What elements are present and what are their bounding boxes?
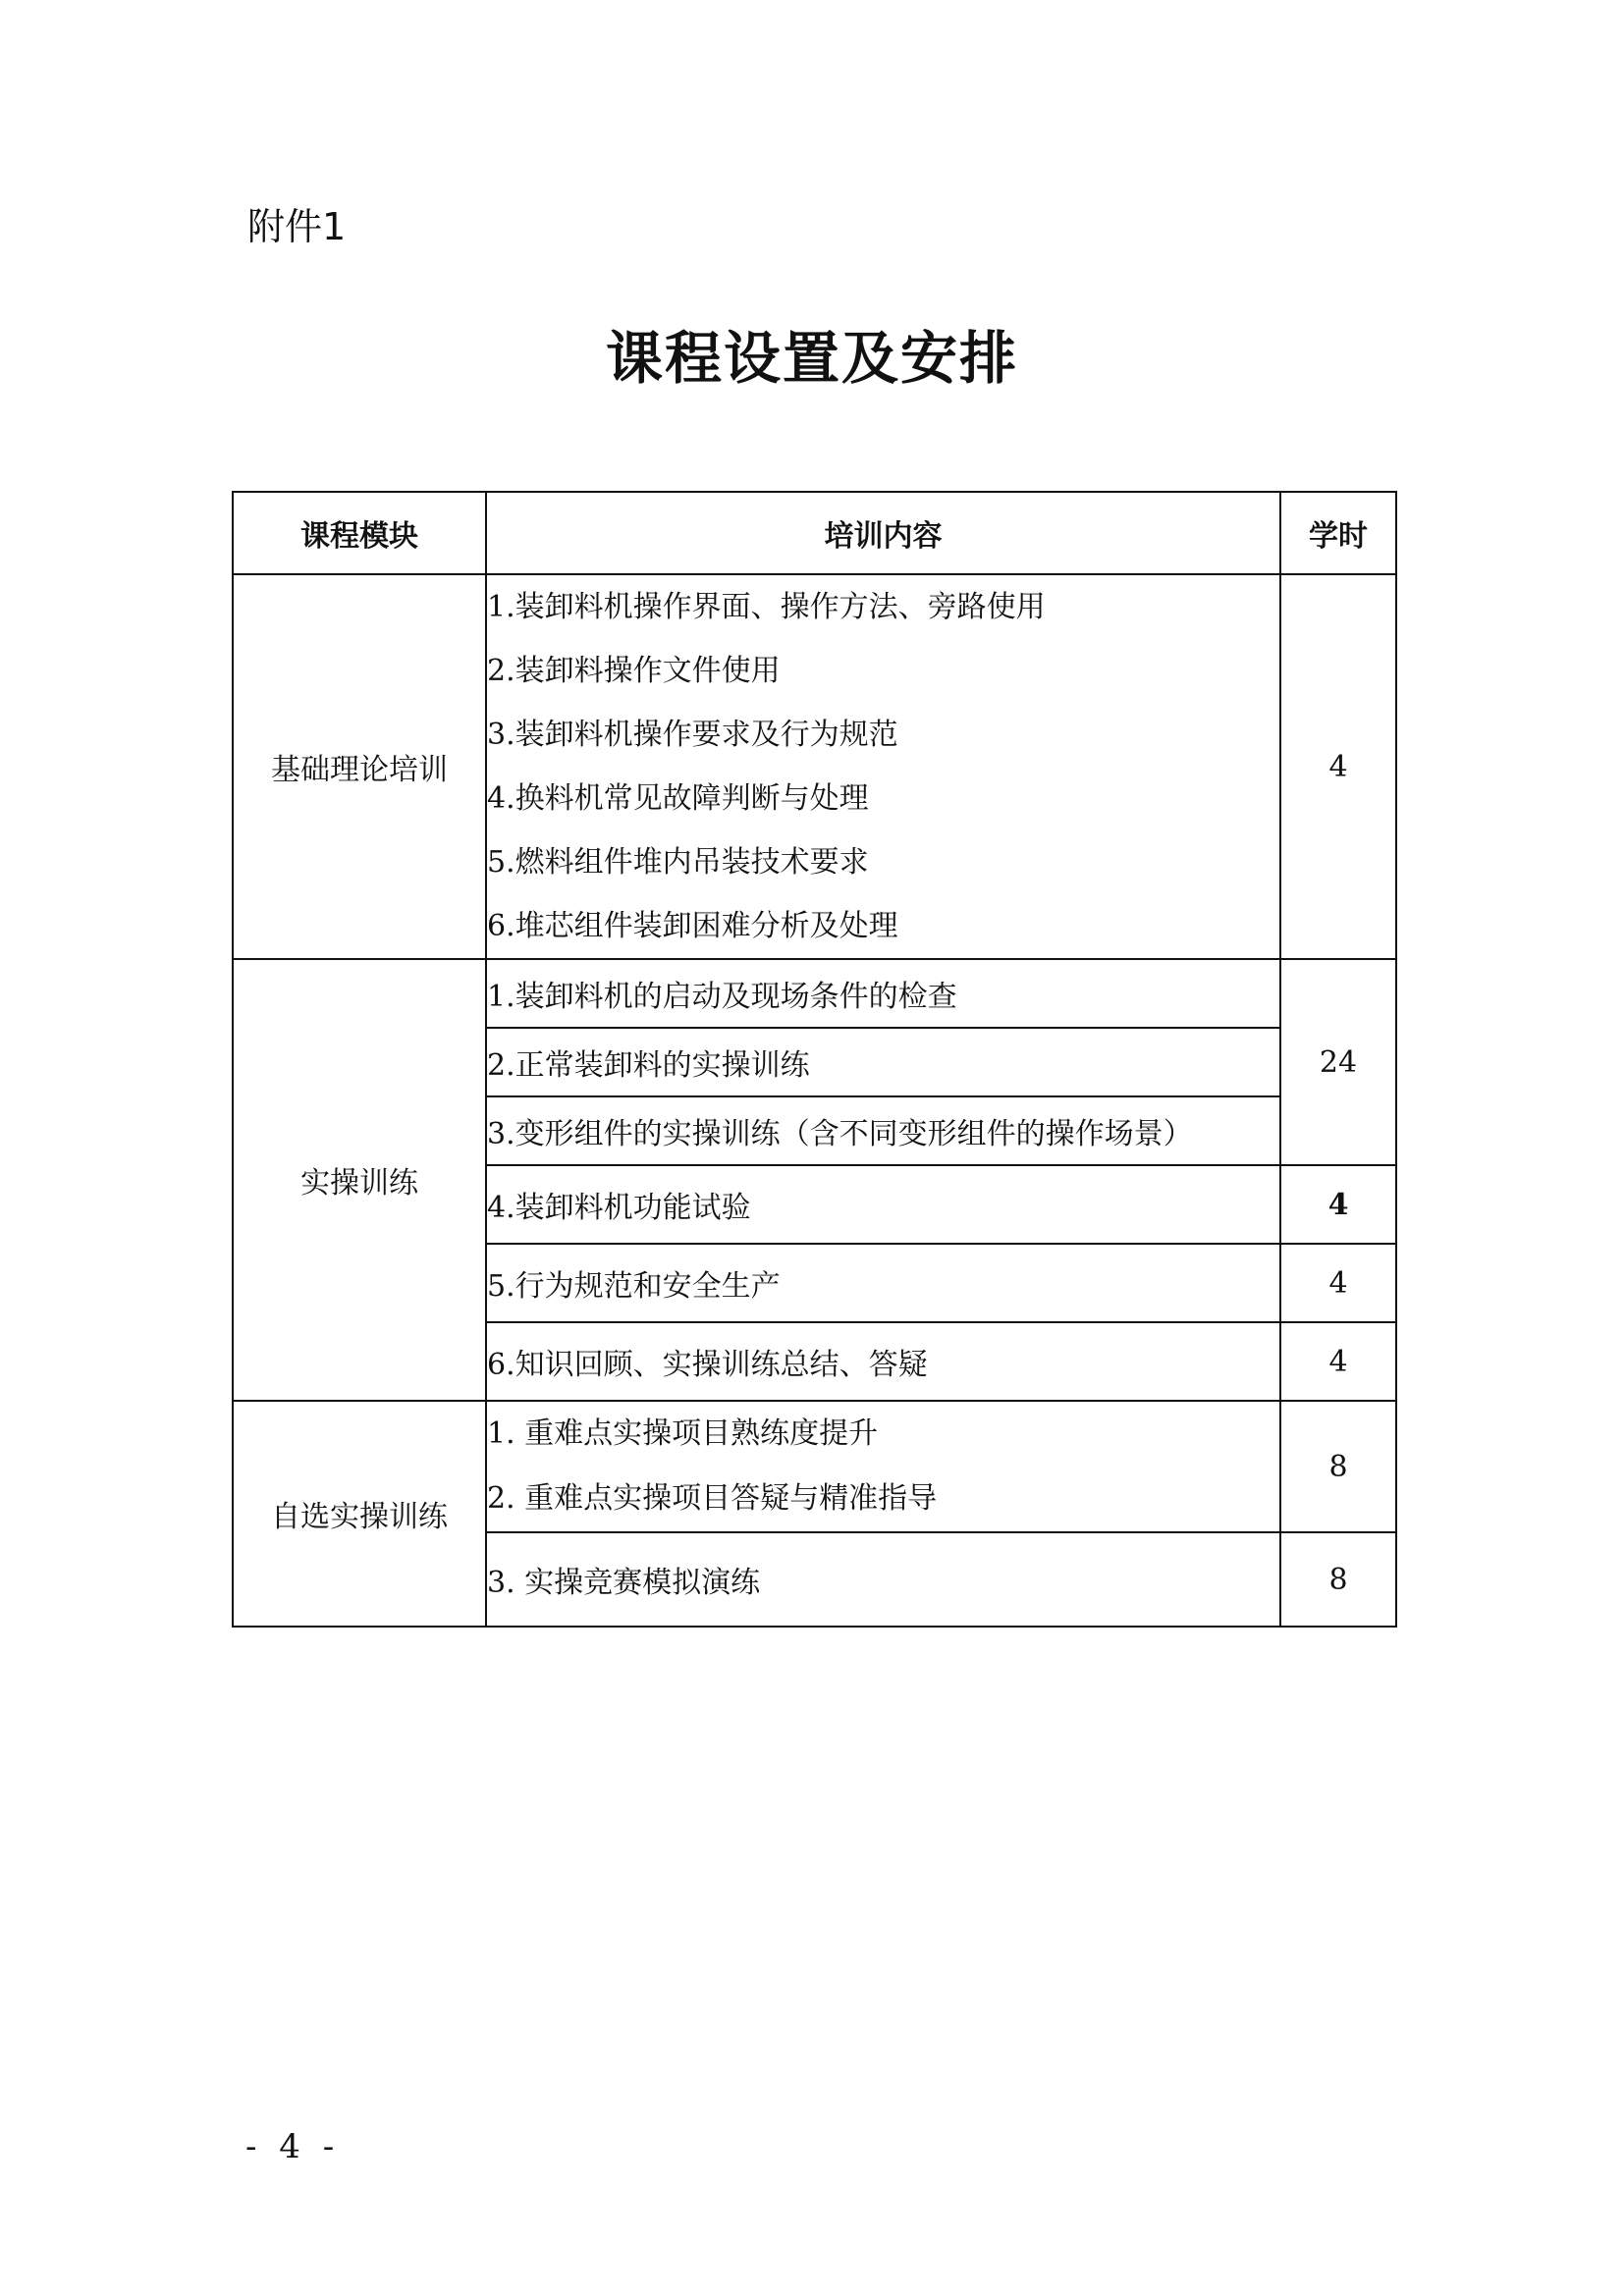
header-hours: 学时 (1280, 492, 1396, 574)
table-row (233, 1401, 1396, 1532)
hours-cell: 4 (1280, 574, 1396, 959)
list-item: 1. 重难点实操项目熟练度提升 (487, 1416, 879, 1451)
content-cell: 4.装卸料机功能试验 (486, 1165, 1280, 1244)
list-item: 2. 重难点实操项目答疑与精准指导 (487, 1481, 938, 1516)
hours-cell: 8 (1280, 1401, 1396, 1532)
content-list-cell (486, 1401, 1280, 1532)
hours-cell: 8 (1280, 1532, 1396, 1627)
list-item: 5.燃料组件堆内吊装技术要求 (487, 845, 869, 880)
content-list-cell (486, 574, 1280, 959)
header-module: 课程模块 (233, 492, 486, 574)
content-cell: 5.行为规范和安全生产 (486, 1244, 1280, 1322)
hours-cell: 4 (1280, 1322, 1396, 1401)
list-item: 6.堆芯组件装卸困难分析及处理 (487, 909, 898, 943)
hours-cell: 4 (1280, 1165, 1396, 1244)
content-cell: 6.知识回顾、实操训练总结、答疑 (486, 1322, 1280, 1401)
content-cell: 3.变形组件的实操训练（含不同变形组件的操作场景） (486, 1096, 1280, 1165)
course-table (232, 491, 1397, 1628)
hours-cell: 4 (1280, 1244, 1396, 1322)
content-cell: 2.正常装卸料的实操训练 (486, 1028, 1280, 1096)
content-cell: 1.装卸料机的启动及现场条件的检查 (486, 959, 1280, 1028)
module-cell: 实操训练 (233, 959, 486, 1401)
document-title: 课程设置及安排 (605, 325, 1018, 392)
table-header-row (233, 492, 1396, 574)
page-number: - 4 - (245, 2127, 341, 2166)
table-row (233, 574, 1396, 959)
module-cell: 基础理论培训 (233, 574, 486, 959)
list-item: 1.装卸料机操作界面、操作方法、旁路使用 (487, 590, 1046, 624)
table-row (233, 959, 1396, 1028)
content-cell: 3. 实操竞赛模拟演练 (486, 1532, 1280, 1627)
list-item: 3.装卸料机操作要求及行为规范 (487, 718, 898, 752)
header-content: 培训内容 (486, 492, 1280, 574)
list-item: 2.装卸料操作文件使用 (487, 654, 781, 688)
attachment-label: 附件1 (247, 205, 347, 248)
list-item: 4.换料机常见故障判断与处理 (487, 781, 869, 816)
module-cell: 自选实操训练 (233, 1401, 486, 1627)
hours-cell: 24 (1280, 959, 1396, 1165)
